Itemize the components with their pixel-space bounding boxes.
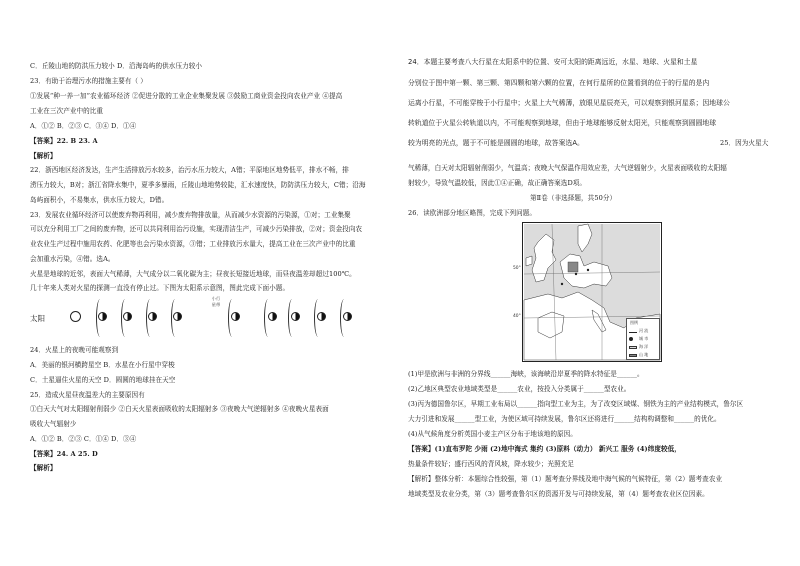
planet-icon (317, 312, 326, 321)
handwritten-line-2: 分别位于图中第一颗、第三颗、第四颗和第六颗的位置，在何行星所的位置看到的位于的行星的是内 (408, 79, 710, 87)
map-legend (626, 318, 660, 360)
left-line-3: ①发展“种一养一加”农业循环经济 ②促进分散的工业企业集聚发展 ③鼓励工商业资金投向农业产业 ④提高 (30, 92, 343, 100)
planet-icon (98, 312, 107, 321)
left-line-21: ①白天大气对太阳辐射削弱少 ②白天火星表面吸收的太阳辐射多 ③夜晚大气逆辐射多 ④夜晚火星表面 (30, 405, 329, 413)
left-line-5: A．①② B．②③ C．③④ D．①④ (30, 122, 137, 130)
left-analysis-label-2: 【解析】 (30, 464, 57, 472)
right-q3-cont: 大力引进和发展______型工业，为使区域可持续发展，鲁尔区还将进行______结构构调整和______的优化。 (408, 415, 721, 423)
right-analysis-cont: 地域类型及农业分类，第（3）题考查鲁尔区的资源开发与可持续发展，第（4）题考查农业区位因素。 (408, 490, 709, 498)
left-line-13: 业农业生产过程中施用农药、化肥等也会污染水资源，③错；工业排放污水量大，提高工业在三次产业中的比重 (30, 240, 356, 248)
right-analysis: 【解析】整体分析：本题综合性较强，第（1）题考查分界线及地中海气候的气候特征，第（2）题考查农业 (408, 475, 723, 483)
section-title: 第Ⅱ卷（非选择题，共50分） (530, 194, 617, 202)
handwritten-line-5: 较为明亮的光点，题于不可能是圆圆的地球，故答案选A。 (408, 139, 584, 147)
left-line-15: 火星是地球的近邻，表面大气稀薄，大气成分以二氧化碳为主；昼夜长短接近地球，而昼夜温差却超过100℃。 (30, 270, 356, 278)
planet-icon (173, 312, 182, 321)
handwritten-line-1: 24．本题主要考查八大行星在太阳系中的位置、安可太阳的距离远近，水星、地球、火星和土星 (408, 58, 698, 66)
river-swatch-icon (629, 330, 637, 333)
planet-icon (148, 312, 157, 321)
left-line-9: 涝压力较大，B对；浙江省降水集中，夏季多暴雨，丘陵山地地势较陡，汇水速度快，防防洪压力较大，C错；沿海 (30, 181, 366, 189)
planet-icon (291, 312, 300, 321)
left-line-18: A．美丽的银河横跨星空 B．水星在小行星中穿梭 (30, 361, 175, 369)
left-line-16: 几十年来人类对火星的探测一直没有停止过。下图为太阳系示意图，图此完成下面小题。 (30, 284, 290, 292)
right-line-tail: 25．因为火星大 (720, 139, 769, 147)
handwritten-line-3: 运离小行星，不可能穿梭于小行星中；火星上大气稀薄，放眼见星辰亮天，可以观察到银河星系；因地球公 (408, 99, 730, 107)
left-line-2: 23．有助于治理污水的措施主要有（ ） (30, 77, 147, 85)
left-line-14: 会加重水污染，④错。选A。 (30, 255, 115, 263)
left-column (30, 0, 410, 566)
right-line-2: 射较少，导致气温较低，因此①④正确，故正确答案选D项。 (408, 179, 587, 187)
legend-item-mountain (629, 352, 648, 357)
left-line-20: 25．造成火星昼夜温差大的主要原因有 (30, 391, 145, 399)
legend-title: 图例 (630, 320, 638, 325)
right-q4: (4)从气候角度分析英国小麦主产区分布于地该地的原因。 (408, 430, 577, 438)
left-line-8: 22．浙西地区经济发达，生产生活排放污水较多，治污水压力较大，A错；平原地区地势低平，排水不畅，排 (30, 166, 349, 174)
right-q3: (3)丙为德国鲁尔区，早期工业布局以______指向型工业为主，为了改变区域煤、钢铁为主的产业结构模式，鲁尔区 (408, 400, 744, 408)
left-line-23: A．①② B．②③ C．①④ D．③④ (30, 435, 137, 443)
left-line-10: 岛屿面积小，不易集水，供水压力较大，D错。 (30, 196, 169, 204)
europe-map (513, 222, 662, 362)
city-swatch-icon (629, 337, 633, 341)
left-answer-line: 【答案】22. B 23. A (30, 137, 98, 145)
left-line-19: C．土星逼住火星的天空 D．圆圆的地球挂在天空 (30, 376, 176, 384)
sea-swatch-icon (629, 346, 637, 349)
sun-icon (70, 311, 81, 322)
left-line-22: 吸收大气辐射少 (30, 420, 77, 428)
lat-label-50: 50° (513, 266, 521, 271)
left-line-4: 工业在三次产业中的比重 (30, 107, 104, 115)
question-26: 26．读欧洲部分地区略图，完成下列问题。 (408, 209, 537, 217)
right-q1: (1)甲是欧洲与非洲的分界线______海峡，该海峡沿岸夏季的降水特征是______。 (408, 370, 644, 378)
planet-icon (343, 312, 352, 321)
left-line-17: 24．火星上的夜晚可能观察到 (30, 346, 119, 354)
left-line-1: C．丘陵山地的防洪压力较小 D．沿海岛屿的供水压力较小 (30, 62, 203, 70)
left-analysis-label: 【解析】 (30, 152, 57, 160)
legend-item-sea (629, 344, 648, 349)
mountain-swatch-icon (629, 354, 637, 357)
planet-icon (231, 312, 240, 321)
lat-label-40: 40° (513, 314, 521, 319)
asteroid-belt-label: 小行星带 (211, 296, 221, 307)
legend-item-river (629, 328, 648, 333)
right-q2: (2)乙地区典型农业地域类型是______农业，按投入分类属于______型农业。 (408, 385, 631, 393)
solar-system-diagram (30, 294, 360, 344)
right-line-1: 气稀薄，白天对太阳辐射削弱少，气温高；夜晚大气保温作用效应差，大气逆辐射少，火星表面吸收的太阳辐 (408, 164, 727, 172)
legend-label: 河 流 (639, 328, 649, 333)
planet-icon (268, 312, 277, 321)
legend-label: 海 洋 (639, 344, 649, 349)
legend-label: 山 地 (639, 352, 649, 357)
planet-icon (123, 312, 132, 321)
left-line-11: 23．发展农业循环经济可以使废弃物再利用，减少废弃物排放量，从而减少水资源的污染源，①对；工业集聚 (30, 211, 351, 219)
legend-label: 城 市 (639, 336, 649, 341)
left-answer-line-2: 【答案】24. A 25. D (30, 450, 98, 458)
sun-label: 太阳 (30, 314, 45, 323)
right-answer: 【答案】(1)直布罗陀 少雨 (2)地中海式 集约 (3)原料（动力） 新兴工 服务 (4)纬度较低， (408, 445, 681, 453)
legend-item-city (629, 336, 648, 341)
handwritten-line-4: 转轨道位于火星公转轨道以内，不可能观察到地球，但由于地球能够反射太阳光，只能观察到圆圆地球 (408, 119, 717, 127)
left-line-12: 可以充分利用工厂之间的废弃物，还可以共同利用治污设施，实现清洁生产，可减少污染排放，②对；资金投向农 (30, 225, 363, 233)
right-answer-cont: 热量条件较好；盛行西风的背风坡，降水较少；光照充足 (408, 460, 575, 468)
